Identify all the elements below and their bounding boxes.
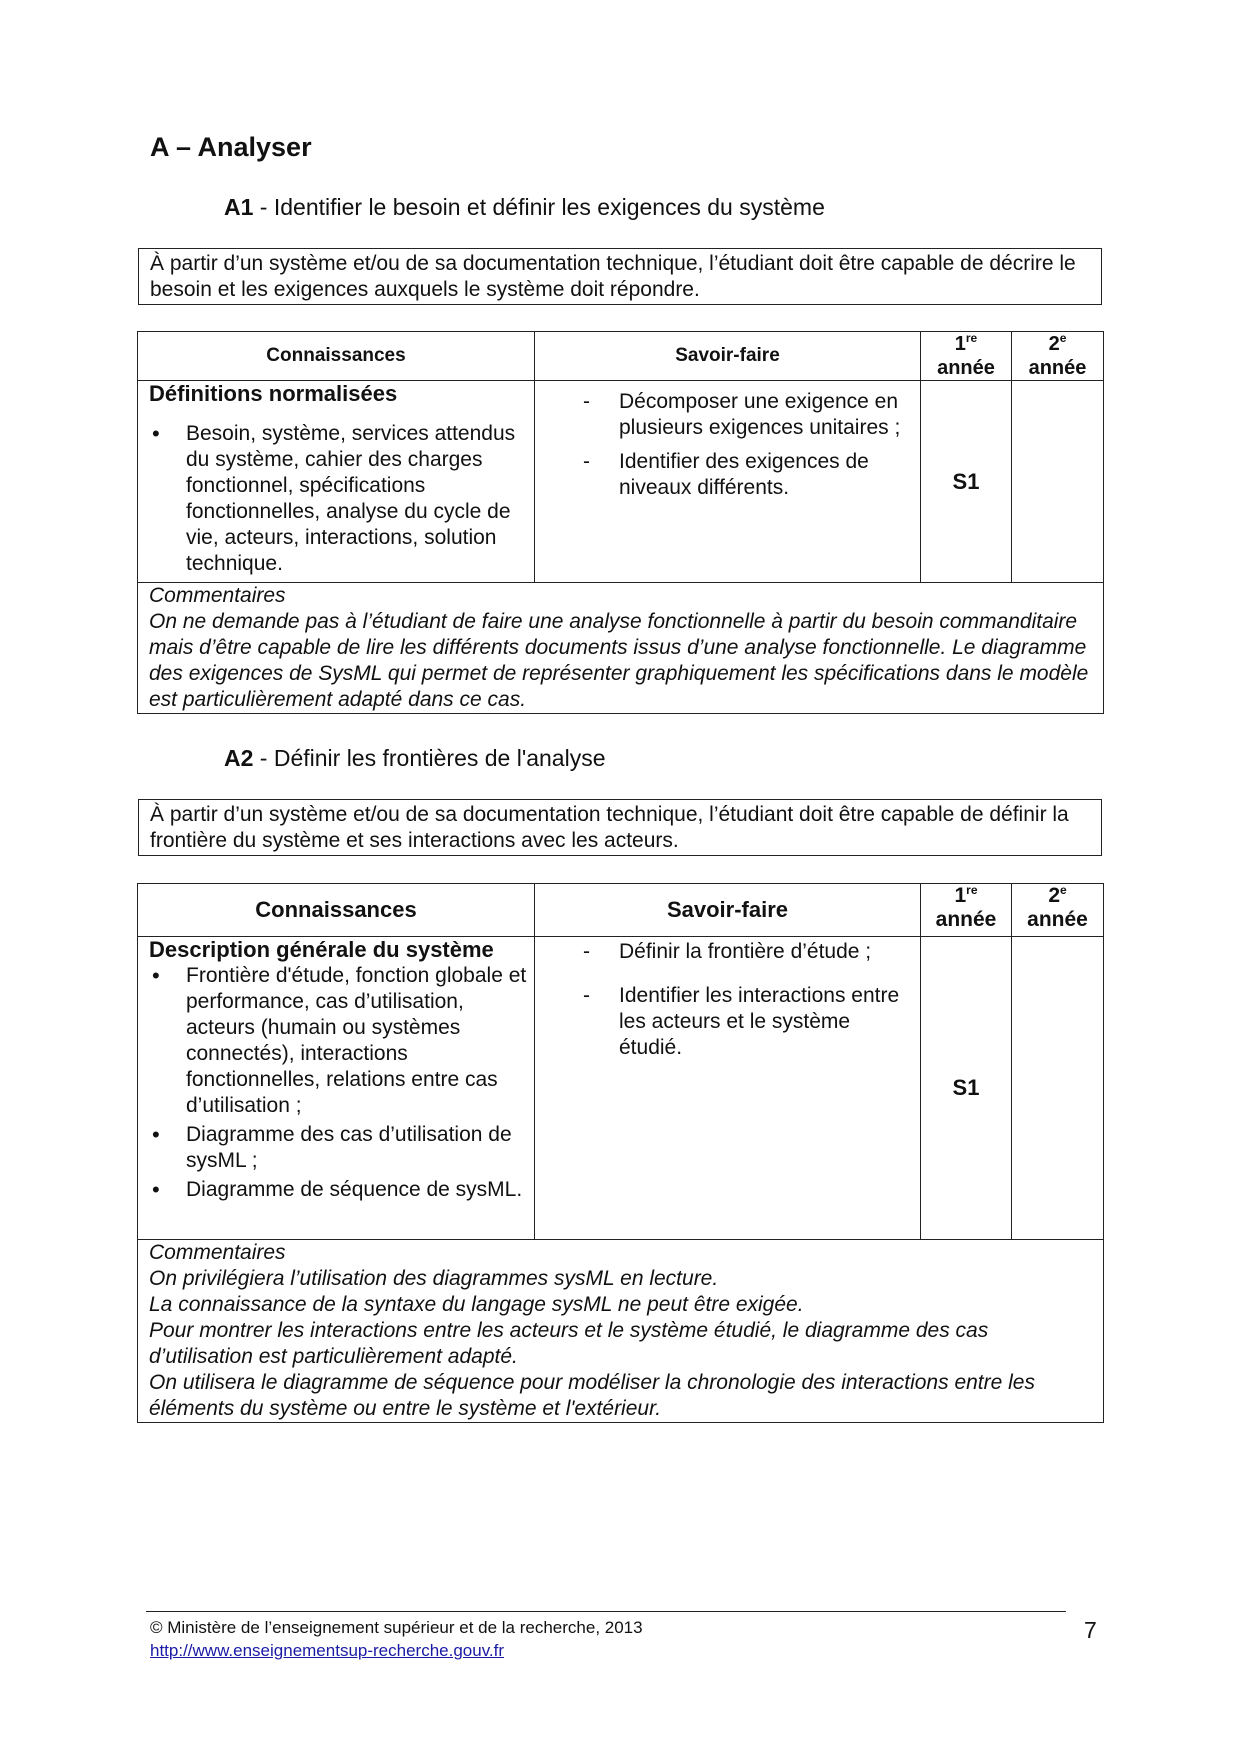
a1-header-knowledge: Connaissances <box>138 332 535 381</box>
a2-header-year2 <box>1012 884 1104 937</box>
a1-level-year2 <box>1012 381 1104 583</box>
a2-header-year1 <box>921 884 1012 937</box>
list-item: - Décomposer une exigence en plusieurs exigences unitaires ; <box>535 389 920 441</box>
a2-comments-title: Commentaires <box>149 1241 286 1264</box>
a2-knowledge-cell <box>138 937 535 1240</box>
a1-header-year1 <box>921 332 1012 381</box>
a2-header-knowledge: Connaissances <box>138 884 535 937</box>
a2-comments-cell <box>138 1240 1104 1423</box>
a1-comments-cell <box>138 583 1104 714</box>
a1-comment-line: On ne demande pas à l’étudiant de faire une analyse fonctionnelle à partir du besoin commanditaire mais d’être capable de lire les différents documents issus d’une analyse fonctionnelle. Le diagramme des exigences de SysML qui permet de représenter graphiquement les spécifications dans le modèle est particulièrement adapté dans ce cas. <box>149 610 1089 711</box>
a1-year2-word: année <box>1028 357 1087 379</box>
a1-year1-number: 1 <box>954 333 966 355</box>
a2-year2-number: 2 <box>1048 884 1060 907</box>
a1-heading <box>224 194 825 221</box>
a1-knowledge-title: Définitions normalisées <box>149 381 398 406</box>
a2-comment-line: On utilisera le diagramme de séquence pour modéliser la chronologie des interactions entre les éléments du système ou entre le système et l'extérieur. <box>149 1371 1035 1420</box>
list-item: - Définir la frontière d’étude ; <box>535 939 920 965</box>
a2-level-year1: S1 <box>921 937 1012 1240</box>
list-item: • Frontière d'étude, fonction globale et performance, cas d’utilisation, acteurs (humain ou systèmes connectés), interactions fonctionnelles, relations entre cas d’utilisation ; <box>138 963 534 1119</box>
a1-comments-title: Commentaires <box>149 584 286 607</box>
a2-year2-word: année <box>1027 908 1088 931</box>
a1-header-skills: Savoir-faire <box>535 332 921 381</box>
a2-level-year2 <box>1012 937 1104 1240</box>
footer-url-link[interactable]: http://www.enseignementsup-recherche.gouv.fr <box>150 1641 505 1660</box>
page-title: A – Analyser <box>150 132 312 162</box>
a1-code: A1 <box>224 194 254 220</box>
a2-competency-table <box>137 883 1104 1423</box>
a2-knowledge-list <box>138 963 534 1203</box>
footer-url-line <box>150 1641 504 1661</box>
a2-year1-number: 1 <box>954 884 967 907</box>
a2-knowledge-title: Description générale du système <box>149 937 494 962</box>
footer-divider <box>146 1611 1066 1612</box>
a1-year1-word: année <box>937 357 995 379</box>
a2-skills-list <box>535 939 920 1061</box>
a1-year1-suffix: re <box>965 331 978 345</box>
a1-knowledge-list <box>138 421 534 577</box>
a1-header-year2 <box>1012 332 1104 381</box>
a2-title: - Définir les frontières de l'analyse <box>253 745 606 771</box>
list-item: • Besoin, système, services attendus du système, cahier des charges fonctionnel, spécifications fonctionnelles, analyse du cycle de vie, acteurs, interactions, solution technique. <box>138 421 534 577</box>
a1-level-year1: S1 <box>921 381 1012 583</box>
list-item: - Identifier les interactions entre les acteurs et le système étudié. <box>535 983 920 1061</box>
a2-intro-box: À partir d’un système et/ou de sa documentation technique, l’étudiant doit être capable de définir la frontière du système et ses interactions avec les acteurs. <box>138 799 1102 856</box>
a1-year2-suffix: e <box>1059 331 1067 345</box>
list-item: - Identifier des exigences de niveaux différents. <box>535 449 920 501</box>
a2-year2-suffix: e <box>1060 883 1067 897</box>
a1-intro-box: À partir d’un système et/ou de sa documentation technique, l’étudiant doit être capable de décrire le besoin et les exigences auxquels le système doit répondre. <box>138 248 1102 305</box>
a2-skills-cell <box>535 937 921 1240</box>
a2-header-skills: Savoir-faire <box>535 884 921 937</box>
a1-title: - Identifier le besoin et définir les exigences du système <box>253 194 825 220</box>
a2-comment-line: Pour montrer les interactions entre les acteurs et le système étudié, le diagramme des cas d’utilisation est particulièrement adapté. <box>149 1319 989 1368</box>
list-item: • Diagramme des cas d’utilisation de sysML ; <box>138 1122 534 1174</box>
a2-year1-word: année <box>935 908 997 931</box>
a1-skills-list <box>535 389 920 501</box>
a2-heading <box>224 745 606 772</box>
a2-year1-suffix: re <box>966 883 978 897</box>
a2-code: A2 <box>224 745 254 771</box>
a1-knowledge-cell <box>138 381 535 583</box>
a2-comment-line: La connaissance de la syntaxe du langage sysML ne peut être exigée. <box>149 1293 804 1316</box>
a1-competency-table <box>137 331 1104 714</box>
footer-copyright: © Ministère de l’enseignement supérieur et de la recherche, 2013 <box>150 1618 643 1637</box>
page-number: 7 <box>1084 1617 1097 1643</box>
list-item: • Diagramme de séquence de sysML. <box>138 1177 534 1203</box>
a2-comment-line: On privilégiera l’utilisation des diagrammes sysML en lecture. <box>149 1267 719 1290</box>
a1-year2-number: 2 <box>1048 333 1060 355</box>
a1-skills-cell <box>535 381 921 583</box>
